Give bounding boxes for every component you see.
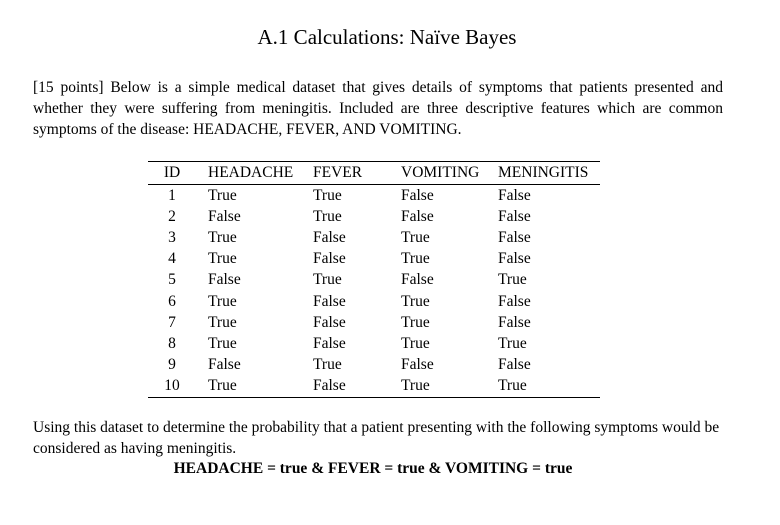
cell-fever: False	[313, 228, 346, 246]
table-row	[148, 376, 600, 398]
cell-meningitis: True	[498, 271, 527, 289]
column-header-meningitis: MENINGITIS	[498, 162, 600, 185]
cell-headache: True	[208, 250, 237, 268]
cell-headache: False	[208, 356, 241, 374]
cell-headache: True	[208, 228, 237, 246]
cell-vomiting: False	[401, 207, 434, 225]
table-row	[148, 355, 600, 376]
cell-headache: True	[208, 334, 237, 352]
cell-fever: True	[313, 186, 342, 204]
intro-paragraph: [15 points] Below is a simple medical dataset that gives details of symptoms that patients presented and whether they were suffering from meningitis. Included are three descriptive features which are common symptoms of the disease: HEADACHE, FEVER, AND VOMITING.	[33, 79, 723, 138]
cell-id: 3	[168, 228, 176, 246]
cell-vomiting: True	[401, 250, 430, 268]
query-expression: HEADACHE = true & FEVER = true & VOMITING = true	[173, 460, 573, 477]
cell-headache: True	[208, 313, 237, 331]
table-row	[148, 249, 600, 270]
cell-fever: False	[313, 334, 346, 352]
cell-headache: True	[208, 292, 237, 310]
cell-fever: False	[313, 377, 346, 395]
dataset-table	[148, 161, 600, 398]
cell-vomiting: True	[401, 334, 430, 352]
table-row	[148, 333, 600, 354]
cell-fever: False	[313, 250, 346, 268]
cell-vomiting: True	[401, 228, 430, 246]
table-row	[148, 291, 600, 312]
cell-vomiting: False	[401, 186, 434, 204]
cell-vomiting: False	[401, 356, 434, 374]
cell-vomiting: True	[401, 377, 430, 395]
column-header-headache: HEADACHE	[192, 162, 313, 185]
cell-fever: False	[313, 313, 346, 331]
cell-id: 8	[168, 334, 176, 352]
column-header-vomiting: VOMITING	[401, 162, 498, 185]
cell-headache: True	[208, 186, 237, 204]
cell-headache: True	[208, 377, 237, 395]
cell-id: 7	[168, 313, 176, 331]
cell-meningitis: False	[498, 186, 531, 204]
cell-headache: False	[208, 271, 241, 289]
cell-id: 5	[168, 271, 176, 289]
cell-meningitis: False	[498, 356, 531, 374]
cell-id: 9	[168, 356, 176, 374]
table-row	[148, 227, 600, 248]
cell-fever: True	[313, 271, 342, 289]
column-header-id: ID	[148, 162, 192, 185]
table-row	[148, 312, 600, 333]
cell-vomiting: False	[401, 271, 434, 289]
cell-id: 1	[168, 186, 176, 204]
cell-meningitis: False	[498, 313, 531, 331]
cell-fever: True	[313, 356, 342, 374]
cell-id: 4	[168, 250, 176, 268]
cell-meningitis: True	[498, 377, 527, 395]
cell-fever: False	[313, 292, 346, 310]
cell-id: 2	[168, 207, 176, 225]
cell-meningitis: False	[498, 250, 531, 268]
cell-meningitis: True	[498, 334, 527, 352]
cell-vomiting: True	[401, 292, 430, 310]
cell-vomiting: True	[401, 313, 430, 331]
cell-fever: True	[313, 207, 342, 225]
table-header-row	[148, 162, 600, 185]
cell-meningitis: False	[498, 292, 531, 310]
cell-id: 6	[168, 292, 176, 310]
column-header-fever: FEVER	[313, 162, 401, 185]
table-body	[148, 185, 600, 398]
table-row	[148, 270, 600, 291]
closing-paragraph: Using this dataset to determine the probability that a patient presenting with the following symptoms would be considered as having meningitis.	[33, 419, 720, 457]
cell-meningitis: False	[498, 228, 531, 246]
cell-id: 10	[164, 377, 180, 395]
table-row	[148, 185, 600, 207]
table-row	[148, 206, 600, 227]
page-title: A.1 Calculations: Naïve Bayes	[257, 25, 517, 49]
cell-headache: False	[208, 207, 241, 225]
cell-meningitis: False	[498, 207, 531, 225]
